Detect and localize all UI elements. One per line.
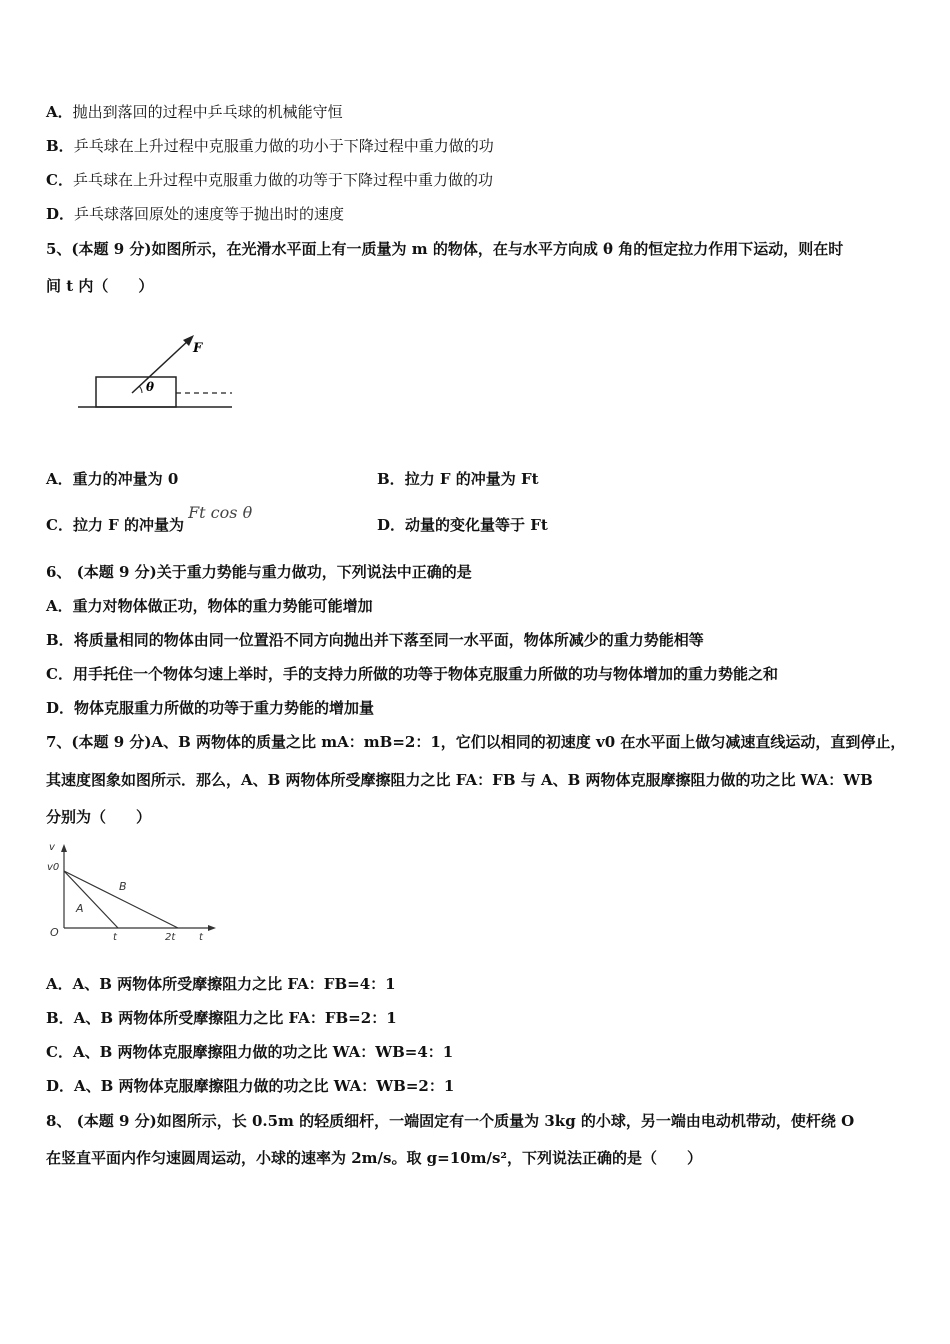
q7-option-a (46, 974, 396, 994)
option-text: 将质量相同的物体由同一位置沿不同方向抛出并下落至同一水平面，物体所减少的重力势能相等 (73, 631, 704, 649)
block (96, 377, 176, 407)
option-label: D． (46, 205, 75, 223)
option-label: C． (46, 171, 73, 189)
v-axis-label: v (49, 842, 55, 853)
q4-option-b (46, 136, 494, 156)
tick-2t-label: 2t (165, 932, 176, 943)
option-text: A、B 两物体所受摩擦阻力之比 FA：FB=4：1 (72, 975, 396, 993)
line-a-label: A (76, 902, 84, 915)
q5-option-d (377, 515, 548, 535)
option-text: 重力的冲量为 0 (72, 470, 179, 488)
option-text: 动量的变化量等于 Ft (405, 516, 548, 534)
origin-label: O (50, 926, 59, 939)
option-label: A． (46, 597, 73, 615)
q5-option-c (46, 503, 253, 535)
v-axis-arrowhead (61, 844, 67, 852)
option-text: 乒乓球落回原处的速度等于抛出时的速度 (74, 205, 345, 223)
option-label: D． (46, 699, 75, 717)
option-text: 拉力 F 的冲量为 (72, 516, 185, 534)
q5-stem-line1: 5、(本题 9 分)如图所示，在光滑水平面上有一质量为 m 的物体，在与水平方向成 θ 角的恒定拉力作用下运动，则在时 (46, 240, 844, 258)
option-label: B． (46, 631, 74, 649)
q5-option-b (377, 469, 539, 489)
q6-option-c (46, 664, 778, 684)
q4-option-a (46, 102, 343, 122)
t-axis-arrowhead (208, 925, 216, 931)
q7-option-c (46, 1042, 453, 1062)
tick-t-label: t (113, 932, 117, 943)
option-text: 用手托住一个物体匀速上举时，手的支持力所做的功等于物体克服重力所做的功与物体增加的重力势能之和 (72, 665, 778, 683)
option-label: B． (377, 470, 405, 488)
q8-stem-line2: 在竖直平面内作匀速圆周运动，小球的速率为 2m/s。取 g=10m/s²，下列说法正确的是（ ） (46, 1149, 702, 1167)
option-text: A、B 两物体克服摩擦阻力做的功之比 WA：WB=2：1 (74, 1077, 455, 1095)
option-label: B． (46, 1009, 74, 1027)
option-label: C． (46, 1043, 73, 1061)
q8-stem-line1: 8、 (本题 9 分)如图所示，长 0.5m 的轻质细杆，一端固定有一个质量为 3kg 的小球，另一端由电动机带动，使杆绕 O (46, 1112, 855, 1130)
q5-stem-line2: 间 t 内（ ） (46, 277, 154, 295)
formula: Ft cos θ (188, 503, 253, 522)
line-b-label: B (119, 880, 127, 893)
line-a (64, 871, 118, 928)
option-text: A、B 两物体所受摩擦阻力之比 FA：FB=2：1 (73, 1009, 397, 1027)
q7-stem-line1: 7、(本题 9 分)A、B 两物体的质量之比 mA：mB=2：1，它们以相同的初速度 v0 在水平面上做匀减速直线运动，直到停止， (46, 733, 906, 751)
option-text: A、B 两物体克服摩擦阻力做的功之比 WA：WB=4：1 (72, 1043, 454, 1061)
q7-option-d (46, 1076, 454, 1096)
angle-label: θ (146, 380, 155, 394)
angle-arc (139, 386, 142, 393)
option-text: 物体克服重力所做的功等于重力势能的增加量 (74, 699, 375, 717)
option-label: A． (46, 470, 73, 488)
q4-option-c (46, 170, 493, 190)
q6-option-b (46, 630, 704, 650)
option-label: A． (46, 975, 73, 993)
q7-velocity-time-graph (44, 838, 219, 948)
option-text: 乒乓球在上升过程中克服重力做的功等于下降过程中重力做的功 (72, 171, 493, 189)
q6-stem: 6、 (本题 9 分)关于重力势能与重力做功，下列说法中正确的是 (46, 563, 472, 581)
t-axis-label: t (199, 932, 203, 943)
option-text: 重力对物体做正功，物体的重力势能可能增加 (72, 597, 373, 615)
option-label: D． (377, 516, 406, 534)
q7-stem-line3: 分别为（ ） (46, 808, 152, 826)
q7-option-b (46, 1008, 397, 1028)
option-label: C． (46, 516, 73, 534)
force-arrow (132, 339, 190, 393)
q6-option-a (46, 596, 373, 616)
v0-label: v0 (47, 862, 60, 873)
q4-option-d (46, 204, 344, 224)
option-text: 拉力 F 的冲量为 Ft (404, 470, 539, 488)
q7-stem-line2: 其速度图象如图所示．那么，A、B 两物体所受摩擦阻力之比 FA：FB 与 A、B 两物体克服摩擦阻力做的功之比 WA：WB (46, 771, 873, 789)
option-text: 乒乓球在上升过程中克服重力做的功小于下降过程中重力做的功 (73, 137, 494, 155)
force-label: F (193, 341, 203, 356)
option-label: C． (46, 665, 73, 683)
q5-option-a (46, 469, 178, 489)
option-label: D． (46, 1077, 75, 1095)
q5-block-force-figure (70, 325, 245, 415)
q6-option-d (46, 698, 374, 718)
option-label: A． (46, 103, 73, 121)
option-text: 抛出到落回的过程中乒乓球的机械能守恒 (72, 103, 343, 121)
option-label: B． (46, 137, 74, 155)
